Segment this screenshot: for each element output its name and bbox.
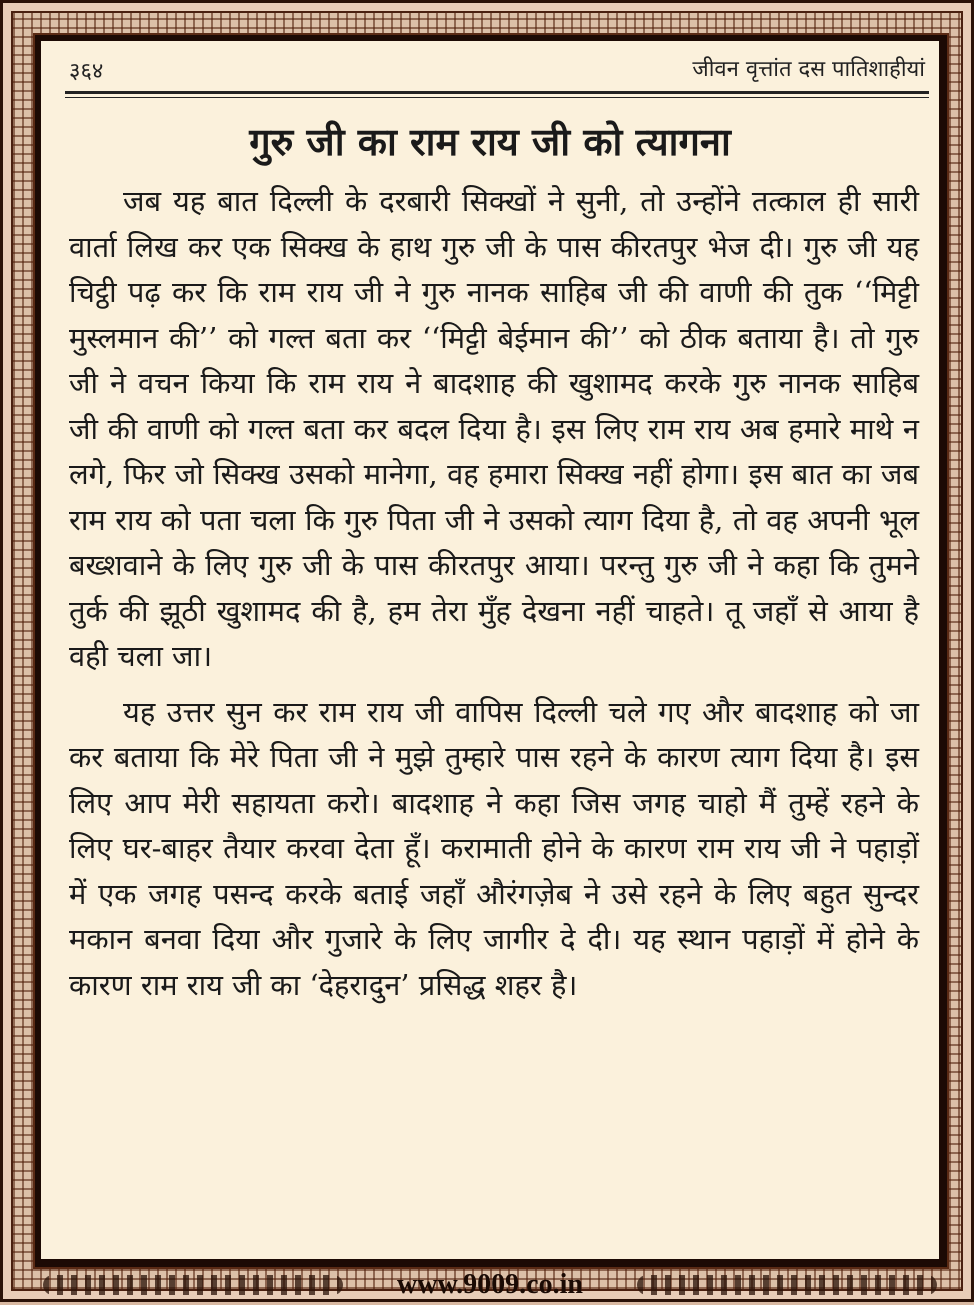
paragraph: जब यह बात दिल्ली के दरबारी सिक्खों ने सुनी, तो उन्होंने तत्काल ही सारी वार्ता लिख कर एक सिक्ख के हाथ गुरु जी के पास कीरतपुर भेज दी। गुरु जी यह चिट्ठी पढ़ कर कि राम राय जी ने गुरु नानक साहिब जी की वाणी की तुक ‘‘मिट्टी मुस्लमान की’’ को गल्त बता कर ‘‘मिट्टी बेईमान की’’ को ठीक बताया है। तो गुरु जी ने वचन किया कि राम राय ने बादशाह की खुशामद करके गुरु नानक साहिब जी की वाणी को गल्त बता कर बदल दिया है। इस लिए राम राय अब हमारे माथे न लगे, फिर जो सिक्ख उसको मानेगा, वह हमारा सिक्ख नहीं होगा। इस बात का जब राम राय को पता चला कि गुरु पिता जी ने उसको त्याग दिया है, तो वह अपनी भूल बख्शवाने के लिए गुरु जी के पास कीरतपुर आया। परन्तु गुरु जी ने कहा कि तुमने तुर्क की झूठी खुशामद की है, हम तेरा मुँह देखना नहीं चाहते। तू जहाँ से आया है वही चला जा। [69, 184, 919, 673]
chapter-title: गुरु जी का राम राय जी को त्यागना [249, 119, 731, 164]
body-text [69, 179, 919, 1008]
paragraph: यह उत्तर सुन कर राम राय जी वापिस दिल्ली चले गए और बादशाह को जा कर बताया कि मेरे पिता जी ने मुझे तुम्हारे पास रहने के कारण त्याग दिया है। इस लिए आप मेरी सहायता करो। बादशाह ने कहा जिस जगह चाहो मैं तुम्हें रहने के लिए घर-बाहर तैयार करवा देता हूँ। करामाती होने के कारण राम राय जी ने पहाड़ों में एक जगह पसन्द करके बताई जहाँ औरंगज़ेब ने उसे रहने के लिए बहुत सुन्दर मकान बनवा दिया और गुजारे के लिए जागीर दे दी। यह स्थान पहाड़ों में होने के कारण राम राय जी का ‘देहरादुन’ प्रसिद्ध शहर है। [69, 694, 919, 1002]
running-title: जीवन वृत्तांत दस पातिशाहीयां [692, 57, 925, 82]
page-number: ३६४ [69, 59, 104, 84]
book-page [41, 41, 939, 1259]
header-rule-thick [65, 91, 929, 94]
footer [3, 1265, 974, 1305]
header-rule-thin [65, 97, 929, 98]
website-url: www.9009.co.in [397, 1269, 583, 1300]
